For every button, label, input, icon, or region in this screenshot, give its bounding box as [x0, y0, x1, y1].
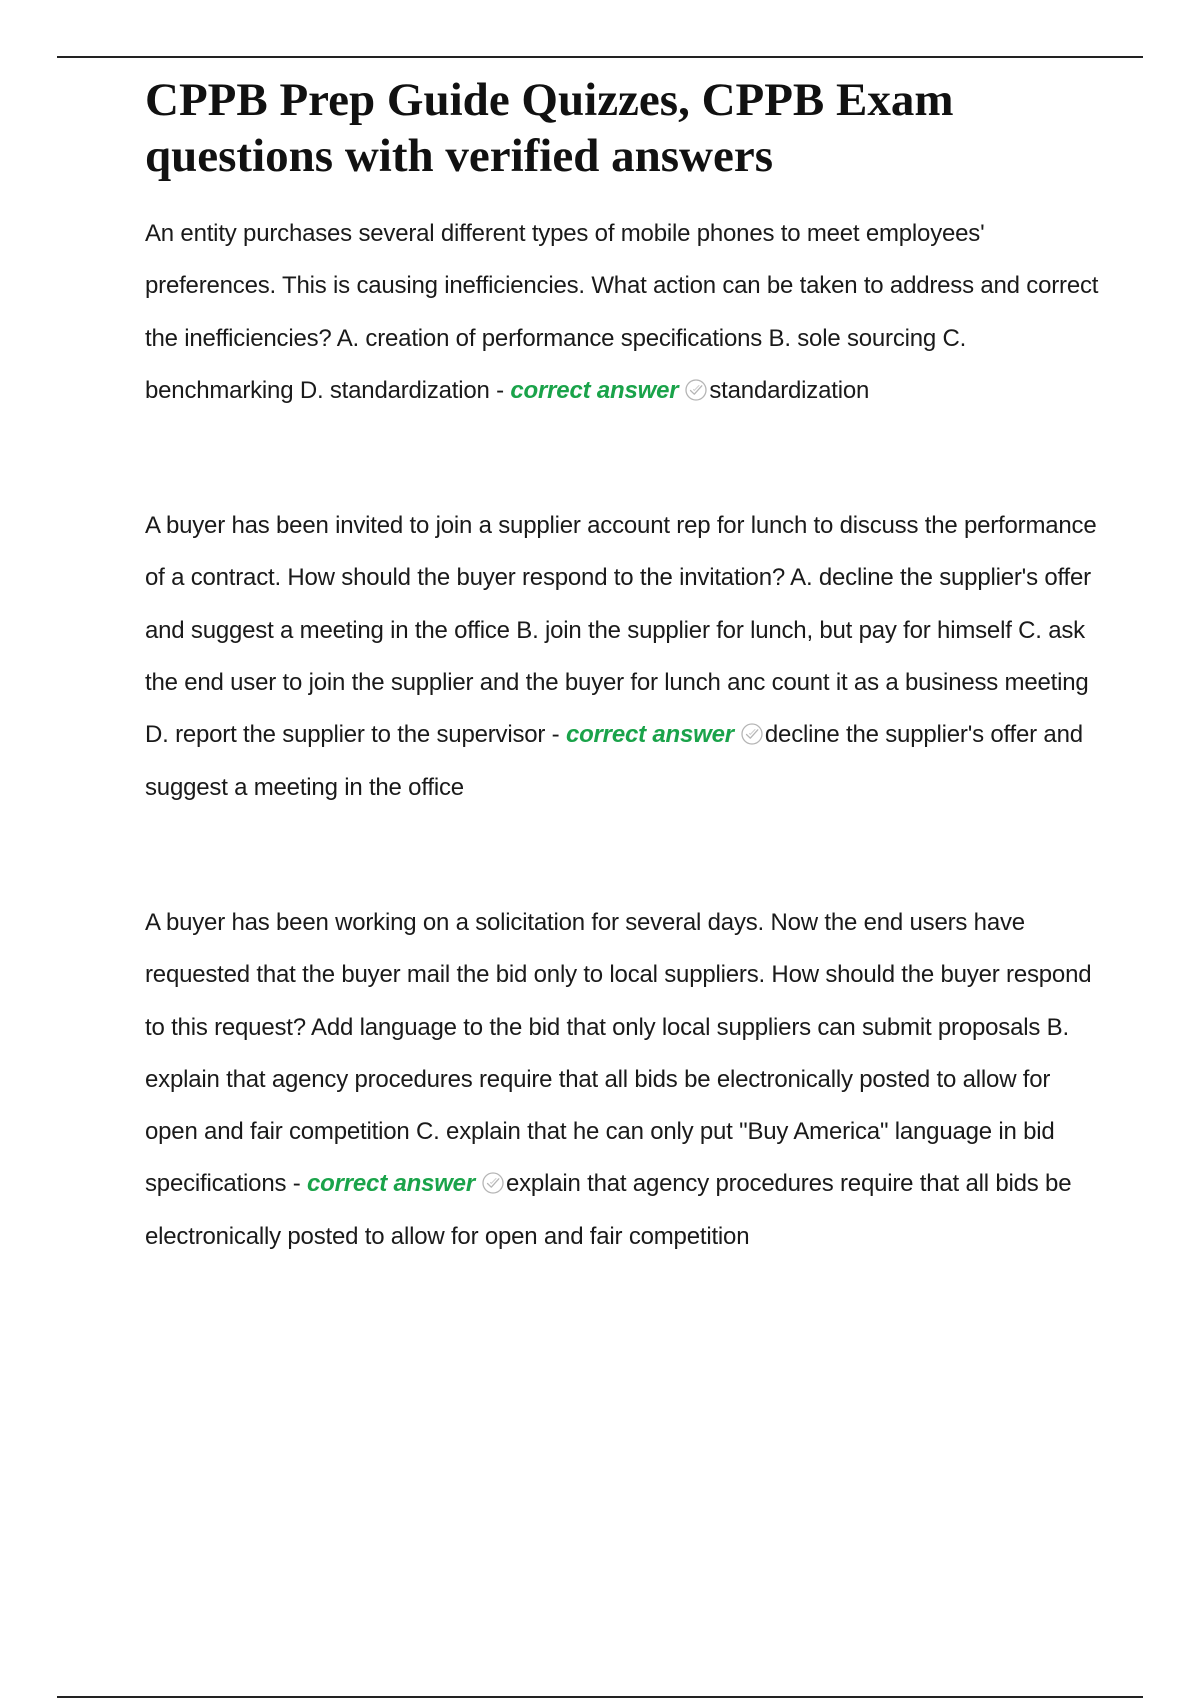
- answer-text: standardization: [709, 376, 870, 404]
- separator: -: [489, 376, 511, 404]
- document-body: [145, 72, 1105, 1263]
- separator: -: [286, 1170, 308, 1198]
- qa-item-3: [145, 897, 1105, 1263]
- question-text: An entity purchases several different types of mobile phones to meet employees' preferences. This is causing inefficiencies. What action can be taken to address and correct the inefficiencies? A. creation of performance specifications B. sole sourcing C. benchmarking D. standardization: [145, 220, 1099, 404]
- top-rule: [57, 56, 1143, 58]
- correct-answer-label: correct answer: [510, 376, 679, 404]
- question-text: A buyer has been invited to join a supplier account rep for lunch to discuss the performance of a contract. How should the buyer respond to the invitation? A. decline the supplier's offer and suggest a meeting in the office B. join the supplier for lunch, but pay for himself C. ask the end user to join the supplier and the buyer for lunch anc count it as a business meeting D. report the supplier to the supervisor: [145, 512, 1097, 749]
- bottom-rule: [57, 1696, 1143, 1698]
- check-circle-icon: [740, 722, 764, 746]
- answer-text: decline the supplier's offer and suggest a meeting in the office: [145, 721, 1083, 801]
- qa-item-1: [145, 208, 1105, 417]
- page-title: CPPB Prep Guide Quizzes, CPPB Exam questions with verified answers: [145, 74, 954, 182]
- check-circle-icon: [481, 1171, 505, 1195]
- check-circle-icon: [684, 378, 708, 402]
- separator: -: [545, 721, 566, 749]
- question-text: A buyer has been working on a solicitation for several days. Now the end users have requested that the buyer mail the bid only to local suppliers. How should the buyer respond to this request? Add language to the bid that only local suppliers can submit proposals B. explain that agency procedures require that all bids be electronically posted to allow for open and fair competition C. explain that he can only put "Buy America" language in bid specifications: [145, 908, 1092, 1198]
- answer-text: explain that agency procedures require that all bids be electronically posted to allow for open and fair competition: [145, 1170, 1072, 1250]
- qa-item-2: [145, 500, 1105, 814]
- correct-answer-label: correct answer: [307, 1170, 475, 1198]
- correct-answer-label: correct answer: [565, 721, 734, 749]
